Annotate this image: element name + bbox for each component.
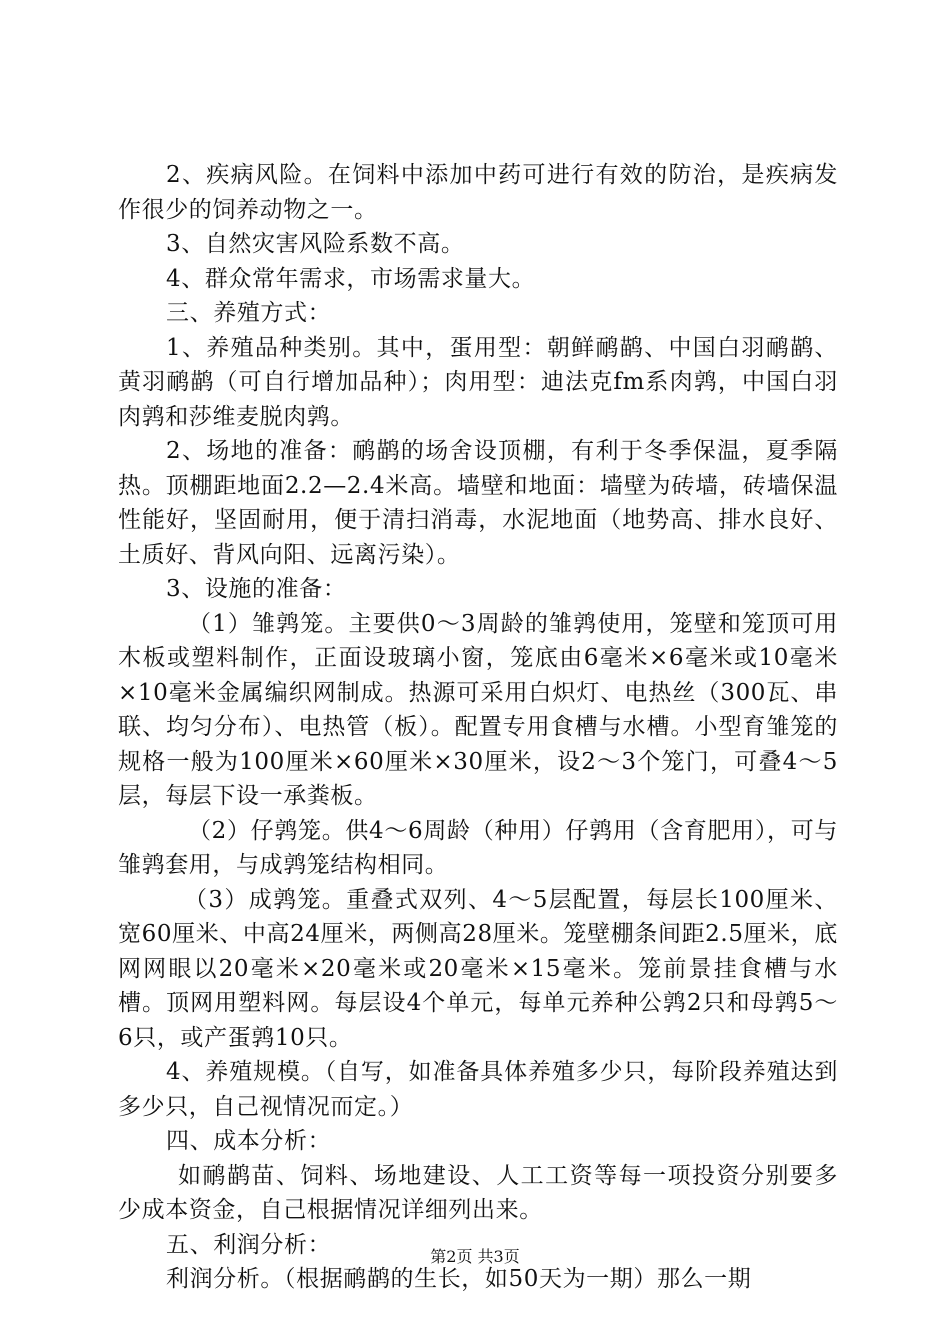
paragraph-chick-cage: （1）雏鹑笼。主要供0～3周龄的雏鹑使用，笼壁和笼顶可用木板或塑料制作，正面设玻璃小窗，笼底由6毫米×6毫米或10毫米×10毫米金属编织网制成。热源可采用白炽灯、电热丝（300瓦、串联、均匀分布）、电热管（板）。配置专用食槽与水槽。小型育雏笼的规格一般为100厘米×60厘米×30厘米，设2～3个笼门，可叠4～5层，每层下设一承粪板。	[118, 610, 838, 809]
paragraph-breeding-scale: 4、养殖规模。（自写，如准备具体养殖多少只，每阶段养殖达到多少只，自己视情况而定。）	[118, 1059, 838, 1120]
document-body	[118, 158, 838, 1297]
section-heading-profit-analysis: 五、利润分析：	[166, 1231, 332, 1258]
paragraph-site-preparation: 2、场地的准备：鸸鹋的场舍设顶棚，有利于冬季保温，夏季隔热。顶棚距地面2.2—2.4米高。墙壁和地面：墙壁为砖墙，砖墙保温性能好，坚固耐用，便于清扫消毒，水泥地面（地势高、排水良好、土质好、背风向阳、远离污染）。	[118, 438, 838, 568]
section-heading-cost-analysis: 四、成本分析：	[166, 1128, 332, 1154]
paragraph-cost-details: 如鸸鹋苗、饲料、场地建设、人工工资等每一项投资分别要多少成本资金，自己根据情况详细列出来。	[118, 1162, 838, 1223]
paragraph-profit-details: 利润分析。（根据鸸鹋的生长，如50天为一期）那么一期	[166, 1266, 752, 1292]
paragraph-natural-disaster-risk: 3、自然灾害风险系数不高。	[166, 231, 465, 257]
paragraph-disease-risk: 2、疾病风险。在饲料中添加中药可进行有效的防治，是疾病发作很少的饲养动物之一。	[118, 162, 838, 223]
section-heading-breeding-method: 三、养殖方式：	[166, 300, 332, 326]
paragraph-market-demand: 4、群众常年需求，市场需求量大。	[166, 265, 536, 292]
paragraph-young-quail-cage: （2）仔鹑笼。供4～6周龄（种用）仔鹑用（含育肥用），可与雏鹑套用，与成鹑笼结构相同。	[118, 817, 838, 878]
paragraph-facility-preparation: 3、设施的准备：	[166, 576, 347, 602]
paragraph-adult-quail-cage: （3）成鹑笼。重叠式双列、4～5层配置，每层长100厘米、宽60厘米、中高24厘米，两侧高28厘米。笼壁棚条间距2.5厘米，底网网眼以20毫米×20毫米或20毫米×15毫米。笼前景挂食槽与水槽。顶网用塑料网。每层设4个单元，每单元养种公鹑2只和母鹑5～6只，或产蛋鹑10只。	[118, 886, 838, 1051]
paragraph-breed-types: 1、养殖品种类别。其中，蛋用型：朝鲜鸸鹋、中国白羽鸸鹋、黄羽鸸鹋（可自行增加品种）；肉用型：迪法克fm系肉鹑，中国白羽肉鹑和莎维麦脱肉鹑。	[118, 334, 838, 430]
page-footer: 第2页 共3页	[430, 1247, 520, 1266]
